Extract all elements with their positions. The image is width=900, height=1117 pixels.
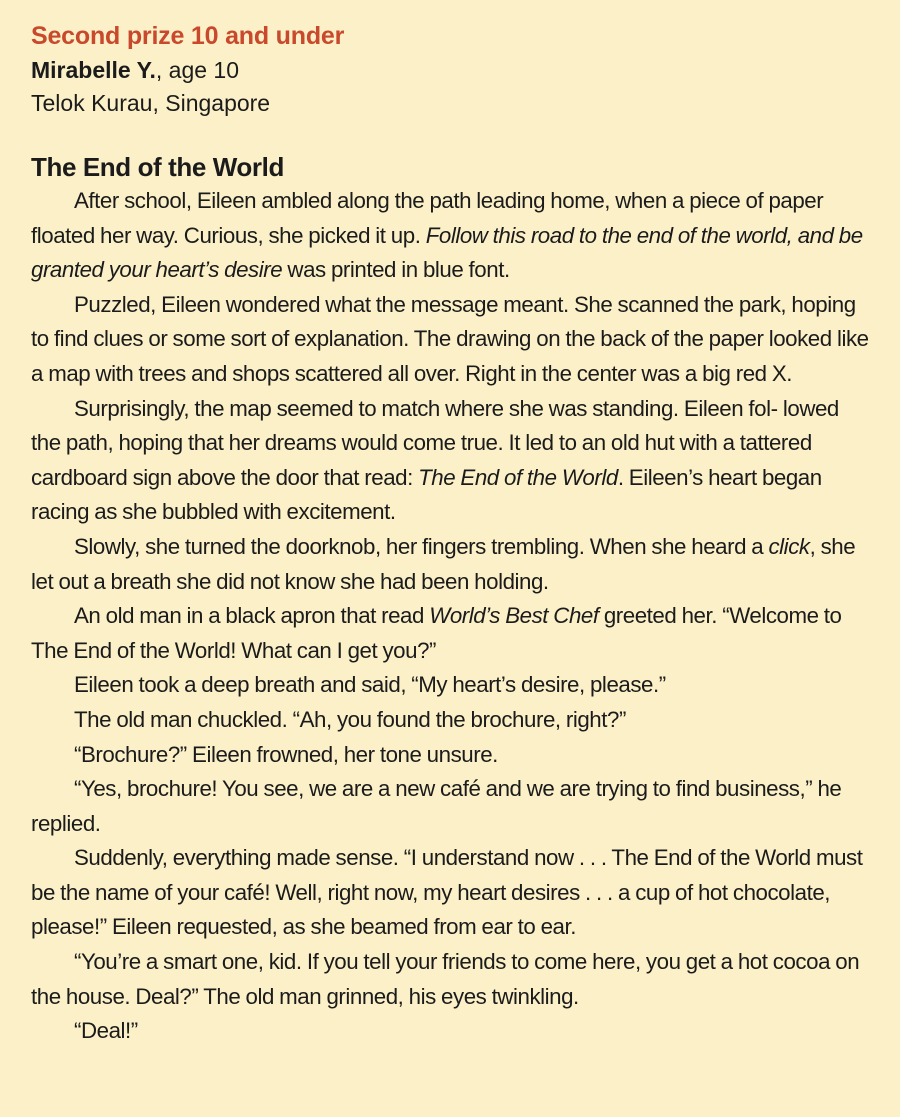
story-paragraph: Slowly, she turned the doorknob, her fingers trembling. When she heard a click, she let out a breath she did not know she had been holding. xyxy=(31,533,856,594)
prize-heading: Second prize 10 and under xyxy=(31,22,345,50)
story-paragraph: An old man in a black apron that read World’s Best Chef greeted her. “Welcome to The End of the World! What can I get you?” xyxy=(31,603,842,663)
italic-phrase: click xyxy=(768,533,810,559)
story-paragraph: Eileen took a deep breath and said, “My heart’s desire, please.” xyxy=(74,672,666,698)
author-location: Telok Kurau, Singapore xyxy=(31,90,271,116)
story-paragraph: “Brochure?” Eileen frowned, her tone unsure. xyxy=(74,741,498,767)
author-line xyxy=(31,54,870,87)
story-title: The End of the World xyxy=(31,152,284,182)
story-paragraph: Suddenly, everything made sense. “I understand now . . . The End of the World must be the name of your café! Well, right now, my heart desires . . . a cup of hot chocolate, please!” Eileen requested, as she beamed from ear to ear. xyxy=(31,845,863,940)
story-paragraph: After school, Eileen ambled along the path leading home, when a piece of paper floated her way. Curious, she picked it up. Follow this road to the end of the world, and be granted your heart’s desire was printed in blue font. xyxy=(31,188,863,283)
story-paragraph: Puzzled, Eileen wondered what the message meant. She scanned the park, hoping to find clues or some sort of explanation. The drawing on the back of the paper looked like a map with trees and shops scattered all over. Right in the center was a big red X. xyxy=(31,291,869,386)
story-paragraph: “Yes, brochure! You see, we are a new café and we are trying to find business,” he replied. xyxy=(31,776,842,836)
italic-phrase: Follow this road to the end of the world, xyxy=(425,222,793,248)
italic-phrase: The End of the World xyxy=(418,464,618,490)
author-age: , age 10 xyxy=(155,57,240,83)
story-paragraph: Surprisingly, the map seemed to match where she was standing. Eileen fol- lowed the path, hoping that her dreams would come true. It led to an old hut with a tattered cardboard sign above the door that read: The End of the World. Eileen’s heart began racing as she bubbled with excitement. xyxy=(31,395,839,525)
story-body xyxy=(31,184,870,1049)
author-name: Mirabelle Y. xyxy=(31,57,156,83)
story-paragraph: “You’re a smart one, kid. If you tell your friends to come here, you get a hot cocoa on the house. Deal?” The old man grinned, his eyes twinkling. xyxy=(31,949,860,1009)
story-paragraph: The old man chuckled. “Ah, you found the brochure, right?” xyxy=(74,706,626,732)
story-paragraph: “Deal!” xyxy=(74,1018,138,1044)
italic-phrase: and be granted your heart’s desire xyxy=(31,222,863,283)
italic-phrase: World’s Best Chef xyxy=(429,603,599,629)
